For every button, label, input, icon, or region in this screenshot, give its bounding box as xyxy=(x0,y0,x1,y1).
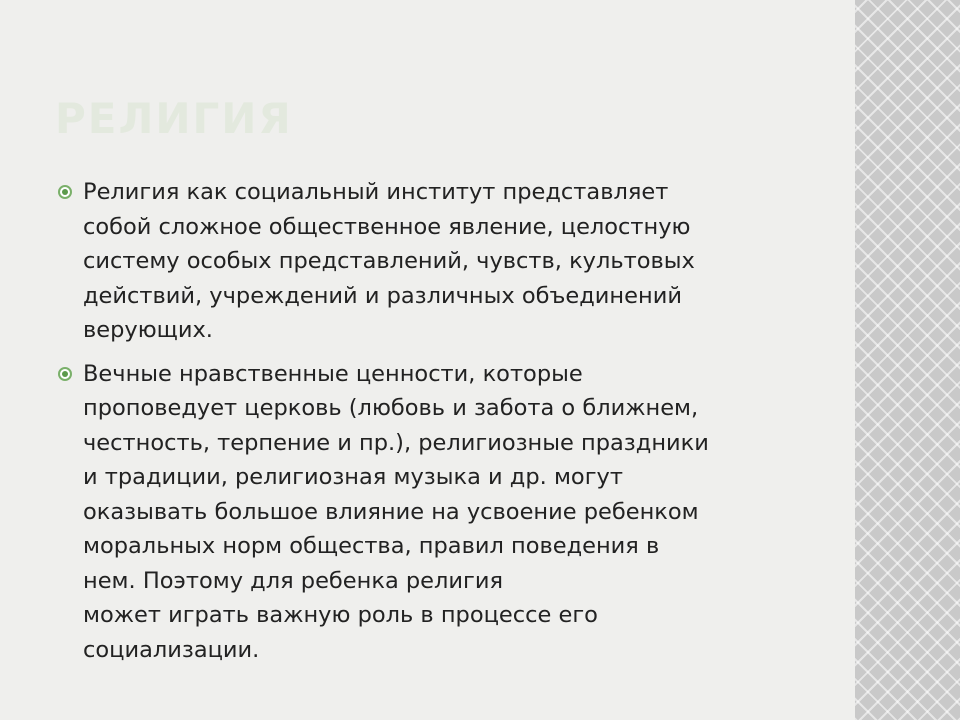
bullet-item-2 xyxy=(58,357,818,668)
bullet-1-line-1: Религия как социальный институт представляет xyxy=(83,179,669,205)
bullet-1-line-4: действий, учреждений и различных объединений xyxy=(83,282,682,309)
bullet-2-line-2: проповедует церковь (любовь и забота о ближнем, xyxy=(83,395,699,421)
bullet-list xyxy=(58,175,818,676)
bullet-circle-icon xyxy=(58,367,72,381)
bullet-2-line-5: оказывать большое влияние на усвоение ребенком xyxy=(83,498,699,525)
bullet-item-1 xyxy=(58,175,818,348)
bullet-2-line-4: и традиции, религиозная музыка и др. могут xyxy=(83,464,623,490)
bullet-2-line-8: может играть важную роль в процессе его xyxy=(83,602,598,628)
bullet-2-line-9: социализации. xyxy=(83,636,260,663)
bullet-2-line-3: честность, терпение и пр.), религиозные праздники xyxy=(83,429,709,456)
slide-title: РЕЛИГИЯ xyxy=(55,94,293,143)
bullet-1-line-2: собой сложное общественное явление, целостную xyxy=(83,213,691,240)
decorative-side-panel xyxy=(855,0,960,720)
bullet-1-line-5: верующих. xyxy=(83,317,213,343)
bullet-circle-icon xyxy=(58,185,72,199)
bullet-1-line-3: систему особых представлений, чувств, культовых xyxy=(83,248,695,274)
bullet-2-line-6: моральных норм общества, правил поведения в xyxy=(83,533,660,559)
bullet-2-line-7: нем. Поэтому для ребенка религия xyxy=(83,567,503,594)
bullet-2-line-1: Вечные нравственные ценности, которые xyxy=(83,360,583,387)
